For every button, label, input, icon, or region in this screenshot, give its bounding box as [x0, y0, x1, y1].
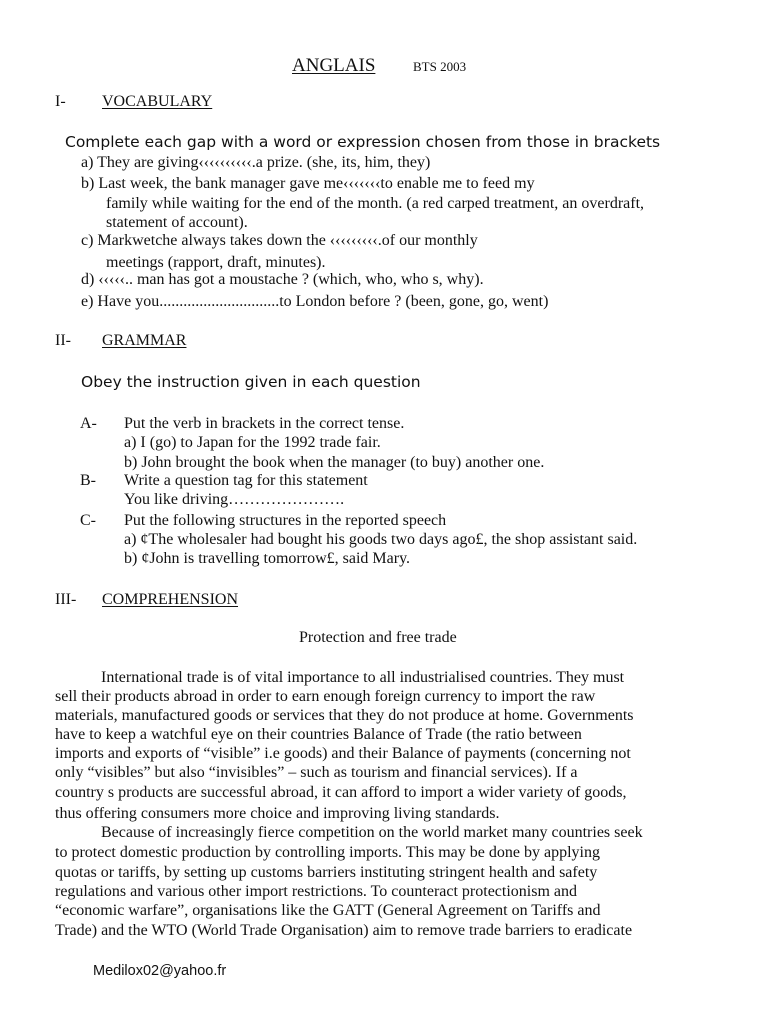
passage-line: only “visibles” but also “invisibles” – such as tourism and financial services). If a — [55, 764, 578, 781]
passage-line: to protect domestic production by controlling imports. This may be done by applying — [55, 844, 600, 861]
vocab-line: statement of account). — [106, 214, 248, 231]
vocab-line: meetings (rapport, draft, minutes). — [106, 254, 326, 271]
passage-line: have to keep a watchful eye on their countries Balance of Trade (the ratio between — [55, 726, 582, 743]
vocab-line: d) ‹‹‹‹‹.. man has got a moustache ? (which, who, who s, why). — [81, 271, 484, 288]
passage-line: imports and exports of “visible” i.e goods) and their Balance of payments (concerning not — [55, 745, 631, 762]
footer-email: Medilox02@yahoo.fr — [93, 963, 227, 979]
grammar-item-letter: B- — [80, 472, 96, 489]
passage-line: quotas or tariffs, by setting up customs barriers instituting stringent health and safety — [55, 864, 598, 881]
passage-line: country s products are successful abroad, it can afford to import a wider variety of goods, — [55, 784, 627, 801]
grammar-subline: b) ¢John is travelling tomorrow£, said Mary. — [124, 550, 411, 567]
passage-line: sell their products abroad in order to earn enough foreign currency to import the raw — [55, 688, 596, 705]
grammar-subline: a) I (go) to Japan for the 1992 trade fair. — [124, 434, 381, 451]
vocab-line: b) Last week, the bank manager gave me‹‹‹‹‹‹‹to enable me to feed my — [81, 175, 535, 192]
document-title: ANGLAIS — [292, 55, 376, 76]
grammar-item-letter: C- — [80, 512, 96, 529]
section-2-instruction: Obey the instruction given in each question — [81, 373, 421, 391]
passage-title: Protection and free trade — [299, 629, 457, 646]
section-1-number: I- — [55, 93, 66, 110]
passage-line: materials, manufactured goods or services that they do not produce at home. Governments — [55, 707, 634, 724]
grammar-subline: a) ¢The wholesaler had bought his goods two days ago£, the shop assistant said. — [124, 531, 638, 548]
passage-line: thus offering consumers more choice and improving living standards. — [55, 805, 500, 822]
vocab-line: e) Have you..............................to London before ? (been, gone, go, went) — [81, 293, 549, 310]
section-1-instruction: Complete each gap with a word or expression chosen from those in brackets — [65, 133, 661, 151]
passage-line: Because of increasingly fierce competition on the world market many countries seek — [101, 824, 643, 841]
section-2-number: II- — [55, 332, 71, 349]
vocab-line: family while waiting for the end of the month. (a red carped treatment, an overdraft, — [106, 195, 645, 212]
grammar-item-letter: A- — [80, 415, 97, 432]
grammar-item-text: Put the verb in brackets in the correct tense. — [124, 415, 405, 432]
passage-line: International trade is of vital importance to all industrialised countries. They must — [101, 669, 625, 686]
grammar-subline: You like driving…………………. — [124, 491, 345, 508]
document-year: BTS 2003 — [413, 59, 467, 74]
grammar-subline: b) John brought the book when the manager (to buy) another one. — [124, 454, 545, 471]
passage-line: “economic warfare”, organisations like the GATT (General Agreement on Tariffs and — [55, 902, 601, 919]
grammar-item-text: Put the following structures in the reported speech — [124, 512, 447, 529]
section-1-title: VOCABULARY — [102, 93, 213, 110]
grammar-item-text: Write a question tag for this statement — [124, 472, 368, 489]
vocab-line: c) Markwetche always takes down the ‹‹‹‹‹‹‹‹‹.of our monthly — [81, 232, 478, 249]
vocab-line: a) They are giving‹‹‹‹‹‹‹‹‹‹.a prize. (she, its, him, they) — [81, 154, 431, 171]
section-2-title: GRAMMAR — [102, 332, 187, 349]
passage-line: regulations and various other import restrictions. To counteract protectionism and — [55, 883, 578, 900]
section-3-title: COMPREHENSION — [102, 591, 239, 608]
passage-line: Trade) and the WTO (World Trade Organisation) aim to remove trade barriers to eradicate — [55, 922, 633, 939]
section-3-number: III- — [55, 591, 77, 608]
